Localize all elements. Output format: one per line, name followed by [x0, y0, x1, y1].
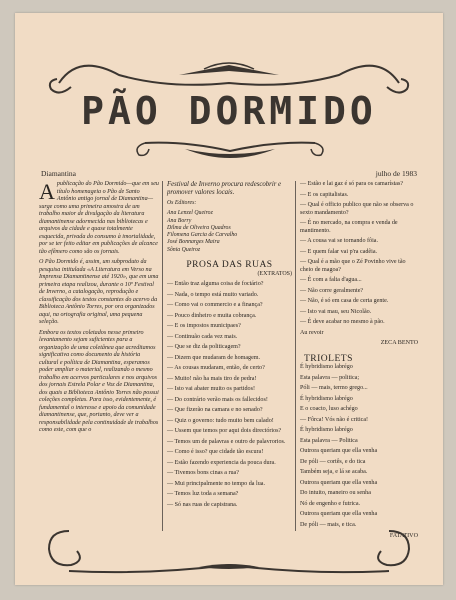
dialogue-line: — Quiz o governo: tudo muito bem calado!	[167, 417, 274, 424]
dialogue-line: — Do contrário verão mais os fallecidos!	[167, 396, 268, 403]
poem-verse: É hybridismo labrégo	[300, 427, 353, 433]
editor-name: Dilma de Oliveira Quadros	[167, 224, 231, 231]
editor-name: Filomena Garcia de Carvalho	[167, 232, 238, 239]
dialogue-line: — É deve acabar no mesmo à pão.	[300, 319, 385, 325]
dialogue-line: — Tivemos bons cinas a rua?	[167, 470, 239, 477]
dialogue-line: — Só nas ruas de capistrana.	[167, 501, 238, 508]
column-divider	[162, 181, 163, 531]
poem-verse: — Fôrca! Vós não é critica!	[300, 416, 369, 423]
poem-verse: Outrora queriam que ella venha	[300, 511, 378, 517]
page-title: PÃO DORMIDO	[81, 89, 377, 133]
poem-verse: De póli — mais, e tica.	[300, 521, 357, 528]
dialogue-line: — Como vai o commercio e a finança?	[167, 302, 263, 309]
dialogue-line: — As cousas mudaram, então, de certo?	[167, 365, 265, 372]
editor-name: José Bonnarges Maira	[167, 239, 220, 246]
dialogue-line: — Temos luz toda a semana?	[167, 491, 239, 498]
author-signature: ZECA BENTO	[380, 340, 418, 346]
dialogue-line: — Mui principalmente no tempo da lua.	[167, 480, 265, 487]
poem-title: TRIOLETS	[304, 353, 353, 364]
dialogue-line: — A cousa vai se tornando fôia.	[300, 238, 379, 244]
dialogue-line: — Qual é officio publico que não se observa o sexto mandamento?	[300, 202, 414, 216]
editorial-column	[39, 181, 159, 438]
dialogue-line: — É no mercado, na compra e venda de mantimento.	[300, 220, 398, 234]
dialogue-line: — Isto vai abater muito os partidos!	[167, 386, 256, 393]
dialogue-line: — Dizem que mudaram de homagem.	[167, 354, 261, 361]
dialogue-line: — Então traz alguma coisa de foctário?	[167, 281, 264, 288]
editorial-paragraph: Embora os textos coletados nesse primeiro levantamento sejam suficientes para a organização de uma coletânea que acreditamos significativa como documento da história cultural e política de Diamantina, esperamos poder ampliar o material, realizando o mesmo trabalho em acervos particulares e nos arquivos dos jornais Estrela Polar e Voz de Diamantina, dos quais a Biblioteca Antônio Torres não possui coleções completas. Para isso, evidentemente, é fundamental o interesse e apoio da comunidade diamantinense, que, portanto, deve ver a responsabilidade pela continuidade de trabalhos como este, com que o	[39, 329, 159, 433]
author-signature: FATATIVO	[389, 533, 418, 539]
dialogue-line: — Que se diz da politicagem?	[167, 344, 241, 351]
editors-label: Os Editores:	[167, 200, 197, 206]
poem-verse: De póli — cortês, e do tica	[300, 458, 366, 465]
dialogue-line: — Estão e lai gaz é só para os camarístas?	[300, 181, 404, 187]
dialogue-line: — É com a falta d'agua...	[300, 277, 362, 283]
section-heading: PROSA DAS RUAS	[186, 260, 273, 271]
dialogue-line: — Não corre geralmente?	[300, 287, 364, 294]
editorial-continuation: Festival de Inverno procura redescobrir e promover valores locais.	[167, 181, 282, 196]
dialogue-line: — Nada, o tempo está muito variado.	[167, 291, 259, 298]
poem-verse: Outrora queriam que ella venha	[300, 448, 378, 454]
section-subheading: (EXTRATOS)	[257, 270, 292, 277]
dialogue-line: — Ussem que temos por aqui dois directórios?	[167, 428, 282, 435]
poem-verse: Também seja, e lá se acaba.	[300, 469, 368, 475]
dialogue-line: — Qual é a mão que o Zé Povinho vive tão cheio de magoa?	[300, 259, 406, 273]
dialogue-line: — Continuão cada vez mais.	[167, 333, 238, 340]
poem-verse: E o coacto, luso achégo	[300, 406, 358, 412]
editor-name: Ana Lenzel Queiroz	[167, 210, 213, 217]
poem-verse: É hybridismo labrégo	[300, 395, 353, 402]
poems-column	[300, 181, 418, 544]
dialogue-line: — Muito! não ha mais tiro de pedra!	[167, 375, 257, 382]
date-label: julho de 1983	[375, 169, 417, 178]
dialogue-line: — Temos um de palavras e outro de palavrorios.	[167, 438, 286, 445]
editor-name: Sônia Queiroz	[167, 246, 201, 253]
closing-line: Au revoir	[300, 329, 324, 336]
dialogue-line: — Isto vai mau, seu Nicolão.	[300, 308, 372, 315]
editorial-paragraph: O Pão Dormido é, assim, um subproduto da pesquisa intitulada «A Literatura em Verso na Imprensa Diamantinense até 1920», que em uma primeira etapa realizou, durante o 10º Festival de Inverno, a catalogação, reprodução e classificação dos textos constantes do acervo da Biblioteca Antônio Torres, por ora organizados aqui, na ortografia original, uma pequena seleção.	[39, 259, 159, 325]
poem-verse: Póli — mais, termo grego...	[300, 385, 368, 391]
dialogue-line: — Que fizerão na camara e no senado?	[167, 407, 263, 414]
poem-verse: Esta palavra — Politica	[300, 437, 358, 444]
dialogue-line: — E quem falar vai p'ra cadêia.	[300, 248, 378, 255]
dialogue-line: — Como é isso? que cidade tão escura!	[167, 449, 264, 456]
bottom-ornament-icon	[29, 521, 429, 579]
dialogue-line: — Estão fazendo experiencia da pouca dura.	[167, 459, 276, 466]
poem-verse: Esta palavra — politica;	[300, 374, 360, 381]
dialogue-line: — Pouco dinheiro e muita cobrança.	[167, 312, 257, 319]
prose-column	[167, 181, 292, 512]
dialogue-line: — E os impostos municipaes?	[167, 323, 241, 330]
poem-verse: Outrora queriam que ella venha	[300, 479, 378, 486]
drop-cap: A	[39, 179, 55, 204]
column-divider	[295, 181, 296, 531]
editorial-text: publicação do Pão Dormido—que em seu título homenageia o Pão de Santo Antônio antigo jornal de Diamantina—surge como uma primeira amostra de um trabalho maior de divulgação da literatura diamantinense adormecida nas bibliotecas e arquivos da cidade e quase totalmente esquecida, privada do consumo à imortalidade, por se ter feito editar em publicações de alcance tão efêmero como são os jornais.	[39, 181, 159, 255]
editor-name: Ana Borry	[167, 217, 192, 224]
dialogue-line: — Não, é só em casa de certa gente.	[300, 298, 389, 304]
editorial-paragraph	[39, 181, 159, 256]
poem-verse: É hybridismo labrégo	[300, 364, 353, 370]
dialogue-line: — E os capitalistas.	[300, 191, 349, 198]
newspaper-page	[15, 13, 443, 585]
poem-verse: Do intuito, maneiro ou senha	[300, 490, 371, 496]
poem-verse: Nó de engenho e futrica.	[300, 500, 361, 507]
city-label: Diamantina	[41, 169, 76, 178]
title-flourish-icon	[125, 137, 335, 165]
